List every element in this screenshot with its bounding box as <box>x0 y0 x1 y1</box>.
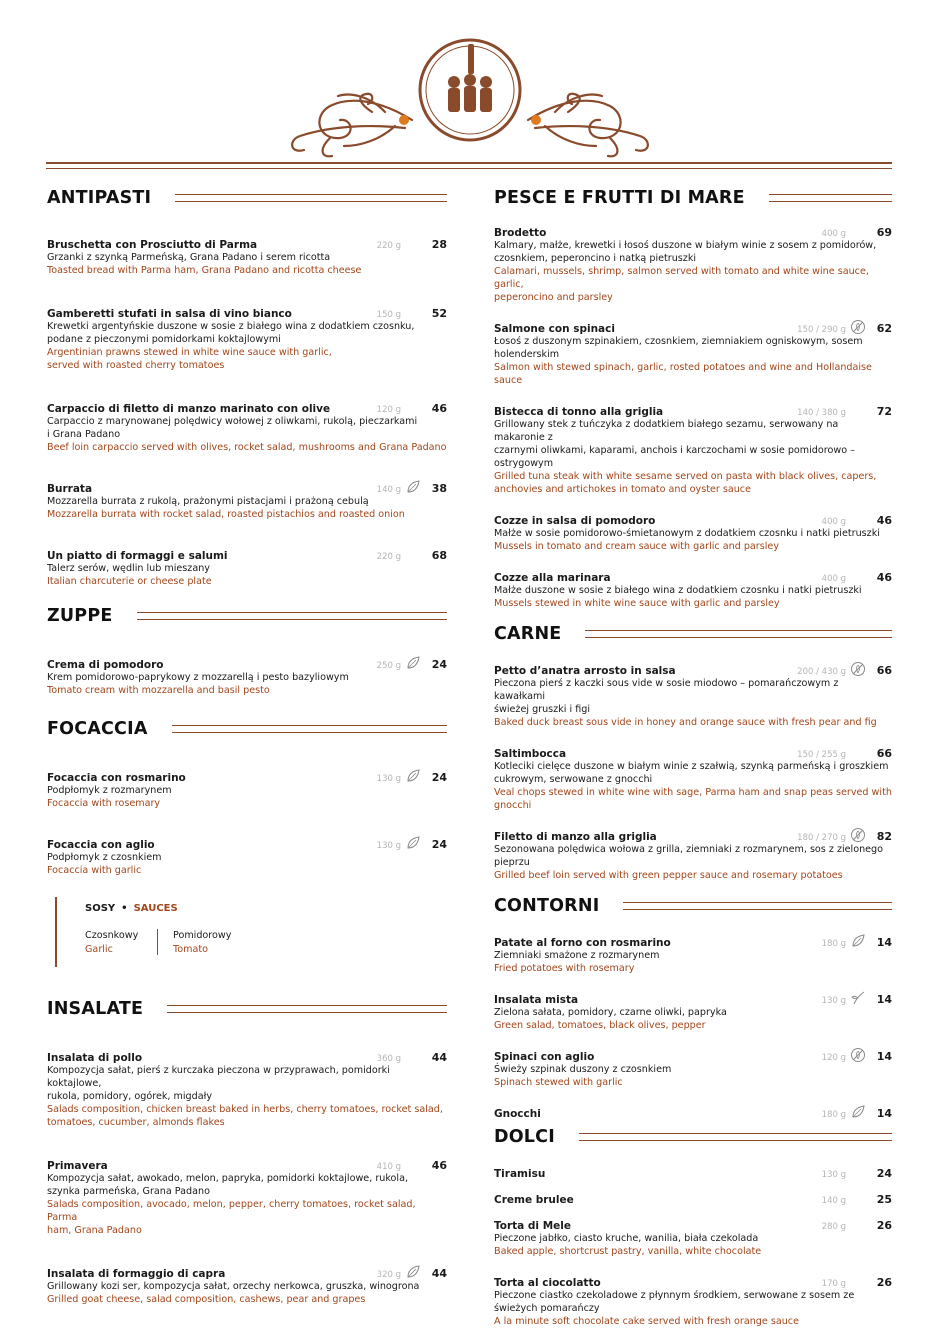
menu-item-description-en: Argentinian prawns stewed in white wine sauce with garlic, served with roasted cherry tomatoes <box>47 347 332 371</box>
menu-item-description-pl: Małże w sosie pomidorowo-śmietanowym z dodatkiem czosnku i natki pietruszki <box>494 528 880 539</box>
menu-item-price: 24 <box>431 658 447 671</box>
menu-item-description-pl: Grzanki z szynką Parmeńską, Grana Padano i serem ricotta <box>47 252 331 263</box>
menu-item-description-en: A la minute soft chocolate cake served with fresh orange sauce <box>494 1316 799 1327</box>
menu-item-price: 46 <box>431 1159 447 1172</box>
menu-item-price: 72 <box>876 405 892 418</box>
menu-item <box>47 1045 447 1129</box>
menu-item-name: Primavera <box>47 1160 108 1172</box>
menu-item-weight: 140 g <box>376 485 401 495</box>
menu-item-weight: 180 g <box>821 939 846 949</box>
section-divider <box>137 612 447 620</box>
menu-item-price: 69 <box>876 226 892 239</box>
menu-item-description-en: Mussels stewed in white wine sauce with garlic and parsley <box>494 598 780 609</box>
menu-item-name: Insalata di formaggio di capra <box>47 1268 226 1280</box>
menu-item-description-en: Baked apple, shortcrust pastry, vanilla, white chocolate <box>494 1246 762 1257</box>
menu-item-weight: 130 g <box>821 996 846 1006</box>
section-divider <box>623 902 892 910</box>
section-divider <box>579 1133 892 1141</box>
menu-item-header <box>494 1044 892 1063</box>
menu-item <box>494 1187 892 1206</box>
menu-item-name: Bistecca di tonno alla griglia <box>494 406 664 418</box>
menu-item-name: Gamberetti stufati in salsa di vino bianco <box>47 308 292 320</box>
menu-item <box>47 232 447 277</box>
section-title: ZUPPE <box>47 606 113 626</box>
logo-ornament <box>0 0 940 178</box>
menu-item-weight: 400 g <box>821 574 846 584</box>
menu-item <box>47 652 447 697</box>
icon-placeholder <box>850 744 868 760</box>
menu-item-weight: 250 g <box>376 661 401 671</box>
section-title: INSALATE <box>47 999 144 1019</box>
menu-item-weight: 360 g <box>376 1054 401 1064</box>
section-zuppe <box>47 598 447 697</box>
menu-item-name: Burrata <box>47 483 93 495</box>
section-title: DOLCI <box>494 1127 555 1147</box>
sauce-name-en: Garlic <box>85 944 113 955</box>
menu-item-header <box>494 1161 892 1180</box>
sauces-title-en: SAUCES <box>133 903 178 914</box>
icon-placeholder <box>850 1190 868 1206</box>
menu-item-weight: 140 g <box>821 1196 846 1206</box>
vegetarian-leaf-icon <box>405 768 423 784</box>
menu-item-description-pl: Krewetki argentyńskie duszone w sosie z białego wina z dodatkiem czosnku, podane z pieczonymi pomidorkami koktajlowymi <box>47 321 415 345</box>
section-divider <box>585 630 892 638</box>
gluten-free-icon <box>850 661 868 677</box>
menu-item-weight: 120 g <box>376 405 401 415</box>
menu-item <box>47 543 447 588</box>
menu-item-price: 44 <box>431 1051 447 1064</box>
menu-item-description-en: Salads composition, avocado, melon, pepper, cherry tomatoes, rocket salad, Parma ham, Grana Padano <box>47 1199 416 1236</box>
menu-item-price: 46 <box>876 514 892 527</box>
menu-item-name: Insalata di pollo <box>47 1052 143 1064</box>
menu-item <box>47 301 447 372</box>
menu-item-price: 24 <box>876 1167 892 1180</box>
menu-item-price: 46 <box>431 402 447 415</box>
icon-placeholder <box>850 511 868 527</box>
menu-item-price: 14 <box>876 1050 892 1063</box>
menu-item-name: Petto d’anatra arrosto in salsa <box>494 665 676 677</box>
menu-item-weight: 400 g <box>821 229 846 239</box>
vegetarian-leaf-icon <box>405 655 423 671</box>
menu-item-description-pl: Pieczone jabłko, ciasto kruche, wanilia, biała czekolada <box>494 1233 759 1244</box>
menu-item-weight: 150 / 255 g <box>797 750 846 760</box>
menu-item-description-en: Tomato cream with mozzarella and basil pesto <box>47 685 270 696</box>
menu-item-header <box>494 658 892 677</box>
menu-item-description-en: Salads composition, chicken breast baked in herbs, cherry tomatoes, rocket salad, tomatoes, cucumber, almonds flakes <box>47 1104 443 1128</box>
menu-item-weight: 130 g <box>376 841 401 851</box>
menu-item <box>47 1153 447 1237</box>
menu-item-price: 14 <box>876 936 892 949</box>
menu-item-description-pl: Łosoś z duszonym szpinakiem, czosnkiem, ziemniakiem ogniskowym, sosem holenderskim <box>494 336 863 360</box>
sauce-item <box>85 929 138 957</box>
menu-item-price: 28 <box>431 238 447 251</box>
menu-item-name: Cozze alla marinara <box>494 572 611 584</box>
menu-item <box>494 987 892 1032</box>
section-divider <box>172 725 447 733</box>
sauce-item <box>173 929 231 957</box>
menu-item-description-en: Spinach stewed with garlic <box>494 1077 623 1088</box>
menu-item <box>494 741 892 812</box>
menu-item-name: Gnocchi <box>494 1108 541 1120</box>
menu-item-price: 24 <box>431 771 447 784</box>
vegetarian-leaf-icon <box>850 933 868 949</box>
menu-item-description-en: Veal chops stewed in white wine with sage, Parma ham and snap peas served with gnocchi <box>494 787 892 811</box>
menu-item-description-en: Mozzarella burrata with rocket salad, roasted pistachios and roasted onion <box>47 509 405 520</box>
section-title: ANTIPASTI <box>47 188 152 208</box>
menu-item-weight: 150 g <box>376 310 401 320</box>
sauces-title <box>85 903 178 914</box>
menu-item-header <box>494 1270 892 1289</box>
menu-item-description-pl: Podpłomyk z czosnkiem <box>47 852 162 863</box>
section-antipasti <box>47 180 447 588</box>
menu-item <box>494 1213 892 1258</box>
menu-item-weight: 170 g <box>821 1279 846 1289</box>
menu-item-name: Tiramisu <box>494 1168 546 1180</box>
menu-item-weight: 180 / 270 g <box>797 833 846 843</box>
menu-item-weight: 280 g <box>821 1222 846 1232</box>
menu-item-description-pl: Kompozycja sałat, awokado, melon, papryka, pomidorki koktajlowe, rukola, szynka parmeńska, Grana Padano <box>47 1173 409 1197</box>
icon-placeholder <box>850 568 868 584</box>
sauce-name-en: Tomato <box>173 944 208 955</box>
menu-item-description-pl: Ziemniaki smażone z rozmarynem <box>494 950 660 961</box>
menu-item-header <box>47 301 447 320</box>
menu-item <box>494 824 892 882</box>
menu-item-description-pl: Carpaccio z marynowanej polędwicy wołowej z oliwkami, rukolą, pieczarkami i Grana Padano <box>47 416 418 440</box>
menu-item-weight: 220 g <box>376 552 401 562</box>
menu-item-name: Creme brulee <box>494 1194 574 1206</box>
menu-item-header <box>494 220 892 239</box>
menu-item-header <box>47 1153 447 1172</box>
menu-item <box>47 832 447 877</box>
menu-item-price: 26 <box>876 1276 892 1289</box>
menu-item-header <box>47 832 447 851</box>
menu-item-header <box>494 316 892 335</box>
menu-item <box>494 399 892 496</box>
section-contorni <box>494 888 892 1120</box>
menu-item <box>494 565 892 610</box>
icon-placeholder <box>405 1156 423 1172</box>
menu-item-description-en: Grilled tuna steak with white sesame served on pasta with black olives, capers, anchovies and artichokes in tomato and oyster sauce <box>494 471 877 495</box>
menu-item-description-pl: Kotleciki cielęce duszone w białym winie z szałwią, szynką parmeńską i groszkiem cukrowym, serwowane z gnocchi <box>494 761 889 785</box>
menu-item-header <box>494 1101 892 1120</box>
section-pesce <box>494 180 892 610</box>
menu-item <box>494 508 892 553</box>
menu-item-description-en: Green salad, tomatoes, black olives, pepper <box>494 1020 706 1031</box>
menu-item-price: 44 <box>431 1267 447 1280</box>
menu-item-name: Insalata mista <box>494 994 579 1006</box>
menu-item-description-pl: Krem pomidorowo-paprykowy z mozzarellą i pesto bazyliowym <box>47 672 349 683</box>
menu-item-price: 66 <box>876 664 892 677</box>
menu-item-name: Cozze in salsa di pomodoro <box>494 515 656 527</box>
section-title: CARNE <box>494 624 562 644</box>
menu-item <box>494 316 892 387</box>
menu-item-weight: 400 g <box>821 517 846 527</box>
menu-item-weight: 220 g <box>376 241 401 251</box>
menu-item-weight: 130 g <box>821 1170 846 1180</box>
vegetarian-leaf-icon <box>850 1104 868 1120</box>
menu-item-header <box>47 1261 447 1280</box>
menu-item-name: Brodetto <box>494 227 547 239</box>
menu-item-price: 52 <box>431 307 447 320</box>
menu-item-header <box>494 824 892 843</box>
icon-placeholder <box>850 1216 868 1232</box>
menu-header <box>0 0 940 178</box>
menu-item-price: 38 <box>431 482 447 495</box>
menu-item-description-en: Salmon with stewed spinach, garlic, rosted potatoes and wine and Hollandaise sauce <box>494 362 872 386</box>
menu-item-name: Bruschetta con Prosciutto di Parma <box>47 239 258 251</box>
menu-item-description-pl: Zielona sałata, pomidory, czarne oliwki, papryka <box>494 1007 727 1018</box>
menu-item-description-en: Mussels in tomato and cream sauce with garlic and parsley <box>494 541 779 552</box>
icon-placeholder <box>850 1164 868 1180</box>
menu-item-description-en: Focaccia with rosemary <box>47 798 161 809</box>
menu-item-price: 25 <box>876 1193 892 1206</box>
menu-item-description-pl: Pieczone ciastko czekoladowe z płynnym środkiem, serwowane z sosem ze świeżych pomarańczy <box>494 1290 855 1314</box>
menu-item-header <box>494 565 892 584</box>
menu-item-weight: 180 g <box>821 1110 846 1120</box>
menu-item-name: Torta di Mele <box>494 1220 571 1232</box>
gluten-free-icon <box>850 1047 868 1063</box>
menu-item-description-en: Beef loin carpaccio served with olives, rocket salad, mushrooms and Grana Padano <box>47 442 447 453</box>
menu-item-name: Focaccia con rosmarino <box>47 772 186 784</box>
menu-item <box>47 765 447 810</box>
menu-item-description-en: Grilled goat cheese, salad composition, cashews, pear and grapes <box>47 1294 366 1305</box>
menu-item-price: 82 <box>876 830 892 843</box>
menu-item-price: 24 <box>431 838 447 851</box>
gluten-free-icon <box>850 827 868 843</box>
menu-item-name: Focaccia con aglio <box>47 839 155 851</box>
menu-item-name: Torta al ciocolatto <box>494 1277 601 1289</box>
menu-item-name: Saltimbocca <box>494 748 567 760</box>
icon-placeholder <box>850 402 868 418</box>
menu-item-header <box>494 930 892 949</box>
vegetarian-leaf-icon <box>405 1264 423 1280</box>
section-divider <box>167 1005 447 1013</box>
menu-item-header <box>47 543 447 562</box>
menu-item-name: Spinaci con aglio <box>494 1051 595 1063</box>
menu-item-price: 66 <box>876 747 892 760</box>
menu-item-header <box>47 652 447 671</box>
menu-item <box>47 1261 447 1306</box>
icon-placeholder <box>850 223 868 239</box>
menu-item-weight: 200 / 430 g <box>797 667 846 677</box>
menu-item-description-pl: Mozzarella burrata z rukolą, prażonymi pistacjami i prażoną cebulą <box>47 496 369 507</box>
menu-item-header <box>494 987 892 1006</box>
section-divider <box>769 194 892 202</box>
menu-item <box>494 1101 892 1120</box>
gluten-free-icon <box>850 319 868 335</box>
sauces-box <box>55 897 357 967</box>
menu-item-header <box>494 1213 892 1232</box>
menu-item-name: Filetto di manzo alla griglia <box>494 831 657 843</box>
menu-item <box>494 658 892 729</box>
menu-item-description-pl: Świeży szpinak duszony z czosnkiem <box>494 1064 672 1075</box>
sauce-name-pl: Czosnkowy <box>85 930 139 941</box>
menu-item-name: Salmone con spinaci <box>494 323 615 335</box>
menu-item <box>47 476 447 521</box>
section-divider <box>175 194 447 202</box>
menu-item-description-pl: Grillowany stek z tuńczyka z dodatkiem białego sezamu, serwowany na makaronie z czarnymi oliwkami, kaparami, anchois i karczochami w sosie pomidorowo – ostrygowym <box>494 419 855 469</box>
section-dolci <box>494 1119 892 1328</box>
menu-item-description-pl: Pieczona pierś z kaczki sous vide w sosie miodowo – pomarańczowym z kawałkami świeżej gruszki i figi <box>494 678 839 715</box>
menu-item-price: 46 <box>876 571 892 584</box>
menu-item-description-en: Toasted bread with Parma ham, Grana Padano and ricotta cheese <box>47 265 362 276</box>
menu-item-weight: 140 / 380 g <box>797 408 846 418</box>
section-insalate <box>47 991 447 1306</box>
menu-item <box>494 930 892 975</box>
menu-item-weight: 120 g <box>821 1053 846 1063</box>
menu-item-description-en: Fried potatoes with rosemary <box>494 963 635 974</box>
section-title: PESCE E FRUTTI DI MARE <box>494 188 745 208</box>
right-column <box>494 180 892 1328</box>
menu-item-header <box>47 476 447 495</box>
menu-item-header <box>47 232 447 251</box>
menu-item-header <box>494 741 892 760</box>
menu-item-name: Crema di pomodoro <box>47 659 164 671</box>
menu-item-name: Un piatto di formaggi e salumi <box>47 550 228 562</box>
menu-item-weight: 410 g <box>376 1162 401 1172</box>
vegan-sprout-icon <box>850 990 868 1006</box>
section-title: FOCACCIA <box>47 719 148 739</box>
sauce-divider <box>157 929 158 955</box>
menu-item-description-en: Baked duck breast sous vide in honey and orange sauce with fresh pear and fig <box>494 717 877 728</box>
icon-placeholder <box>405 235 423 251</box>
sauces-title-dot: • <box>121 903 128 914</box>
icon-placeholder <box>850 1273 868 1289</box>
section-title: CONTORNI <box>494 896 600 916</box>
menu-item <box>47 396 447 454</box>
menu-item-name: Patate al forno con rosmarino <box>494 937 671 949</box>
menu-item <box>494 220 892 304</box>
sauces-title-pl: SOSY <box>85 903 116 914</box>
menu-item-description-pl: Talerz serów, wędlin lub mieszany <box>47 563 210 574</box>
menu-item-description-pl: Małże duszone w sosie z białego wina z dodatkiem czosnku i natki pietruszki <box>494 585 862 596</box>
menu-item <box>494 1044 892 1089</box>
section-focaccia <box>47 711 447 967</box>
menu-item-header <box>47 1045 447 1064</box>
menu-item-header <box>494 399 892 418</box>
menu-item <box>494 1161 892 1180</box>
menu-item-description-en: Focaccia with garlic <box>47 865 142 876</box>
icon-placeholder <box>405 1048 423 1064</box>
menu-item-weight: 150 / 290 g <box>797 325 846 335</box>
vegetarian-leaf-icon <box>405 835 423 851</box>
menu-item-header <box>494 508 892 527</box>
menu-item-weight: 320 g <box>376 1270 401 1280</box>
menu-item-weight: 130 g <box>376 774 401 784</box>
menu-item-header <box>47 765 447 784</box>
menu-item-price: 26 <box>876 1219 892 1232</box>
section-carne <box>494 616 892 882</box>
menu-item-description-pl: Kalmary, małże, krewetki i łosoś duszone w białym winie z sosem z pomidorów, czosnkiem, peperoncino i natką pietruszki <box>494 240 877 264</box>
menu-item-price: 14 <box>876 993 892 1006</box>
menu-item-description-pl: Grillowany kozi ser, kompozycja sałat, orzechy nerkowca, gruszka, winogrona <box>47 1281 420 1292</box>
menu-item-description-en: Grilled beef loin served with green pepper sauce and rosemary potatoes <box>494 870 843 881</box>
menu-item-description-pl: Kompozycja sałat, pierś z kurczaka pieczona w przyprawach, pomidorki koktajlowe, rukola, pomidory, ogórek, migdały <box>47 1065 390 1102</box>
menu-item-header <box>47 396 447 415</box>
icon-placeholder <box>405 399 423 415</box>
menu-item-name: Carpaccio di filetto di manzo marinato con olive <box>47 403 331 415</box>
menu-item-description-en: Italian charcuterie or cheese plate <box>47 576 212 587</box>
menu-item-price: 14 <box>876 1107 892 1120</box>
menu-item-description-en: Calamari, mussels, shrimp, salmon served with tomato and white wine sauce, garlic, peperoncino and parsley <box>494 266 869 303</box>
menu-item-description-pl: Sezonowana polędwica wołowa z grilla, ziemniaki z rozmarynem, sos z zielonego pieprzu <box>494 844 884 868</box>
menu-item-price: 68 <box>431 549 447 562</box>
menu-item-description-pl: Podpłomyk z rozmarynem <box>47 785 172 796</box>
icon-placeholder <box>405 304 423 320</box>
menu-item-price: 62 <box>876 322 892 335</box>
icon-placeholder <box>405 546 423 562</box>
menu-item <box>494 1270 892 1328</box>
sauce-name-pl: Pomidorowy <box>173 930 232 941</box>
vegetarian-leaf-icon <box>405 479 423 495</box>
left-column <box>47 180 447 1306</box>
menu-item-header <box>494 1187 892 1206</box>
